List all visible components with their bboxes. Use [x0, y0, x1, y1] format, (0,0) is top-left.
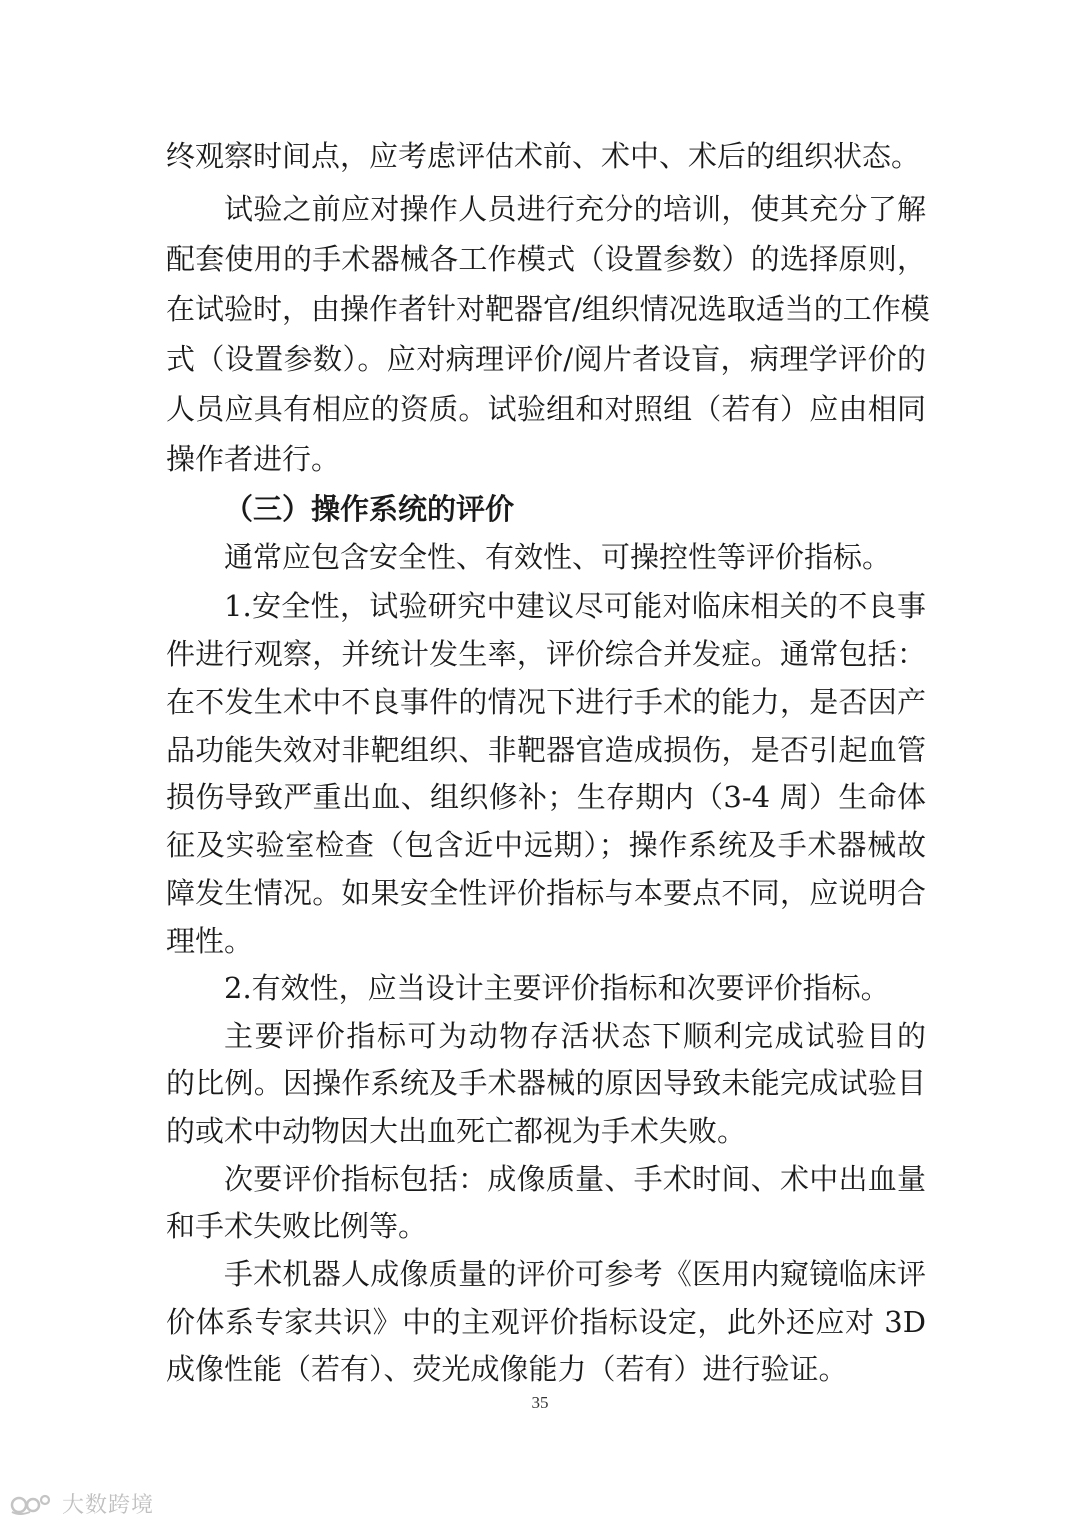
text-line: 价体系专家共识》中的主观评价指标设定，此外还应对 3D [166, 1305, 926, 1339]
text-line: 在试验时，由操作者针对靶器官/组织情况选取适当的工作模 [166, 292, 930, 326]
text-line: 试验之前应对操作人员进行充分的培训，使其充分了解 [224, 192, 926, 226]
text-line: 成像性能（若有）、荧光成像能力（若有）进行验证。 [166, 1352, 848, 1386]
watermark [10, 1488, 154, 1518]
text-line: 障发生情况。如果安全性评价指标与本要点不同，应说明合 [166, 876, 926, 910]
text-line: 的比例。因操作系统及手术器械的原因导致未能完成试验目 [166, 1066, 926, 1100]
text-line: 操作者进行。 [166, 442, 341, 476]
text-line: 人员应具有相应的资质。试验组和对照组（若有）应由相同 [166, 392, 926, 426]
text-line: 征及实验室检查（包含近中远期）；操作系统及手术器械故 [166, 828, 926, 862]
text-line: 在不发生术中不良事件的情况下进行手术的能力，是否因产 [166, 685, 926, 719]
text-line: 和手术失败比例等。 [166, 1209, 428, 1243]
text-line: 理性。 [166, 924, 254, 958]
text-line: 配套使用的手术器械各工作模式（设置参数）的选择原则， [166, 242, 926, 276]
text-line: 损伤导致严重出血、组织修补；生存期内（3-4 周）生命体 [166, 780, 926, 814]
page-number: 35 [531, 1393, 549, 1412]
text-line: 2.有效性，应当设计主要评价指标和次要评价指标。 [224, 971, 890, 1005]
section-heading: （三）操作系统的评价 [224, 492, 515, 526]
text-line: 终观察时间点，应考虑评估术前、术中、术后的组织状态。 [166, 139, 921, 173]
text-line: 主要评价指标可为动物存活状态下顺利完成试验目的 [224, 1019, 926, 1053]
text-line: 式（设置参数）。应对病理评价/阅片者设盲，病理学评价的 [166, 342, 926, 376]
text-line: 品功能失效对非靶组织、非靶器官造成损伤，是否引起血管 [166, 733, 926, 767]
text-line: 的或术中动物因大出血死亡都视为手术失败。 [166, 1114, 747, 1148]
text-line: 通常应包含安全性、有效性、可操控性等评价指标。 [224, 540, 892, 574]
text-line: 次要评价指标包括：成像质量、手术时间、术中出血量 [224, 1162, 926, 1196]
text-line: 1.安全性，试验研究中建议尽可能对临床相关的不良事 [224, 589, 926, 623]
watermark-text: 大数跨境 [62, 1492, 155, 1518]
text-line: 手术机器人成像质量的评价可参考《医用内窥镜临床评 [224, 1257, 926, 1291]
text-line: 件进行观察，并统计发生率，评价综合并发症。通常包括： [166, 637, 926, 671]
brand-logo-icon [10, 1490, 56, 1516]
